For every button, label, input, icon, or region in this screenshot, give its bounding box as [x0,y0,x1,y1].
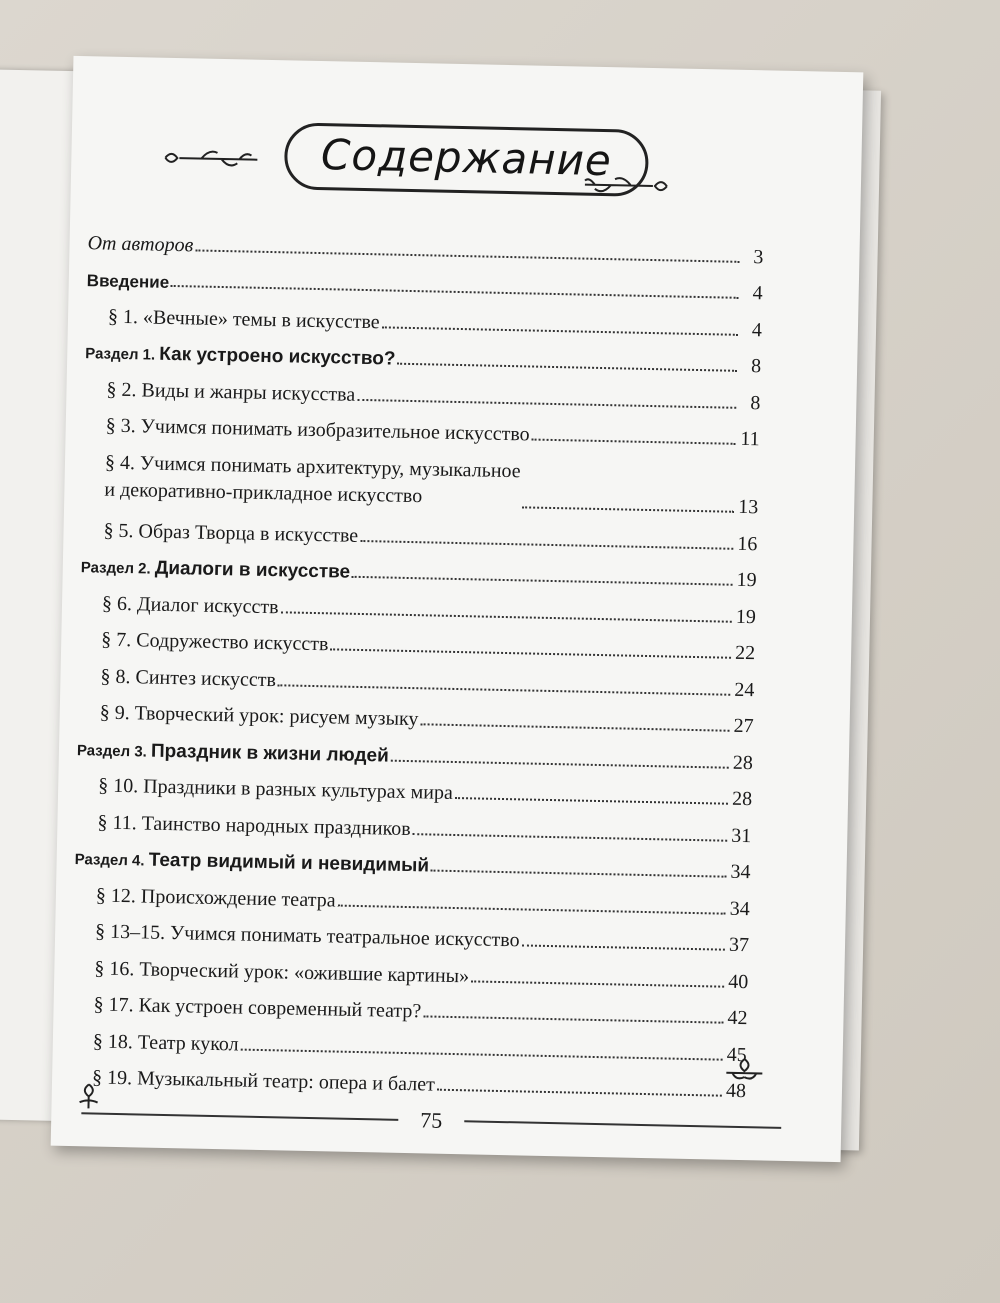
toc-entry-label-line2: и декоративно-прикладное искусство [104,478,423,508]
table-of-contents [70,216,764,1101]
page-number: 75 [420,1107,443,1133]
toc-entry-label: § 10. Праздники в разных культурах мира [97,774,454,804]
toc-entry-label [104,450,521,513]
footer-rule-left [81,1112,398,1121]
section-title: Как устроено искусство? [159,343,396,370]
section-prefix: Раздел 3. [76,741,152,761]
dot-leader [522,505,734,512]
dot-leader [521,943,725,950]
toc-page-number: 8 [750,391,761,414]
dot-leader [437,1088,722,1097]
toc-page-number: 40 [728,970,749,993]
toc-page-number: 13 [737,495,759,519]
toc-page-number: 37 [728,933,750,957]
section-title: Праздник в жизни людей [150,740,390,767]
toc-entry-label: § 17. Как устроен современный театр? [93,993,422,1023]
toc-entry-label: § 13–15. Учимся понимать театральное искусство [94,920,520,952]
toc-page-number: 22 [734,641,756,665]
toc-page-number: 8 [750,355,762,378]
toc-entry [82,435,759,517]
toc-page-number: 34 [729,897,751,920]
toc-page-number: 34 [730,860,751,884]
toc-entry-label: § 12. Происхождение театра [95,884,336,912]
toc-page-number: 24 [734,678,755,701]
toc-entry-label: § 18. Театр кукол [92,1029,239,1056]
toc-entry-label: От авторов [87,231,194,256]
toc-entry-label: § 7. Содружество искусств [101,628,329,656]
contents-page [51,56,864,1162]
toc-page-number: 4 [752,282,763,305]
footer-rule-right [464,1120,781,1129]
ornament-right-icon [581,173,671,199]
toc-entry-label-line1: § 4. Учимся понимать архитектуру, музыкальное [104,451,521,483]
toc-entry-label: § 5. Образ Творца в искусстве [103,519,359,547]
toc-page-number: 28 [731,787,753,811]
page-title: Содержание [320,129,613,185]
toc-entry-label: § 11. Таинство народных праздников [97,811,411,840]
toc-entry-label: § 16. Творческий урок: «ожившие картины» [94,956,470,987]
toc-entry-label: § 19. Музыкальный театр: опера и балет [91,1066,436,1096]
section-prefix: Раздел 4. [74,851,149,870]
section-title: Диалоги в искусстве [154,557,351,583]
section-prefix: Раздел 2. [80,559,155,578]
toc-page-number: 11 [740,427,760,451]
toc-entry-label: Введение [86,271,170,292]
toc-page-number: 19 [736,568,757,592]
toc-page-number: 4 [751,318,763,341]
toc-page-number: 16 [737,532,758,555]
toc-entry-label: § 3. Учимся понимать изобразительное искусство [105,414,530,446]
ornament-left-icon [161,146,261,172]
footer-ornament-right-icon [722,1055,767,1086]
toc-page-number: 42 [727,1006,748,1030]
toc-entry-label: § 1. «Вечные» темы в искусстве [107,305,380,333]
dot-leader [532,438,736,445]
toc-entry-label: § 2. Виды и жанры искусства [106,378,356,406]
toc-page-number: 28 [732,751,754,774]
toc-entry-label: § 6. Диалог искусств [101,592,279,618]
section-prefix: Раздел 1. [85,345,160,364]
toc-entry-label: § 9. Творческий урок: рисуем музыку [99,701,419,731]
toc-page-number: 48 [725,1079,747,1103]
toc-page-number: 45 [726,1043,747,1066]
section-title: Театр видимый и невидимый [148,849,430,877]
toc-page-number: 31 [731,824,752,847]
toc-page-number: 19 [735,605,757,628]
page-footer [81,1098,781,1143]
toc-entry-label: § 8. Синтез искусств [100,665,277,691]
toc-page-number: 3 [753,245,764,268]
toc-page-number: 27 [733,714,754,738]
